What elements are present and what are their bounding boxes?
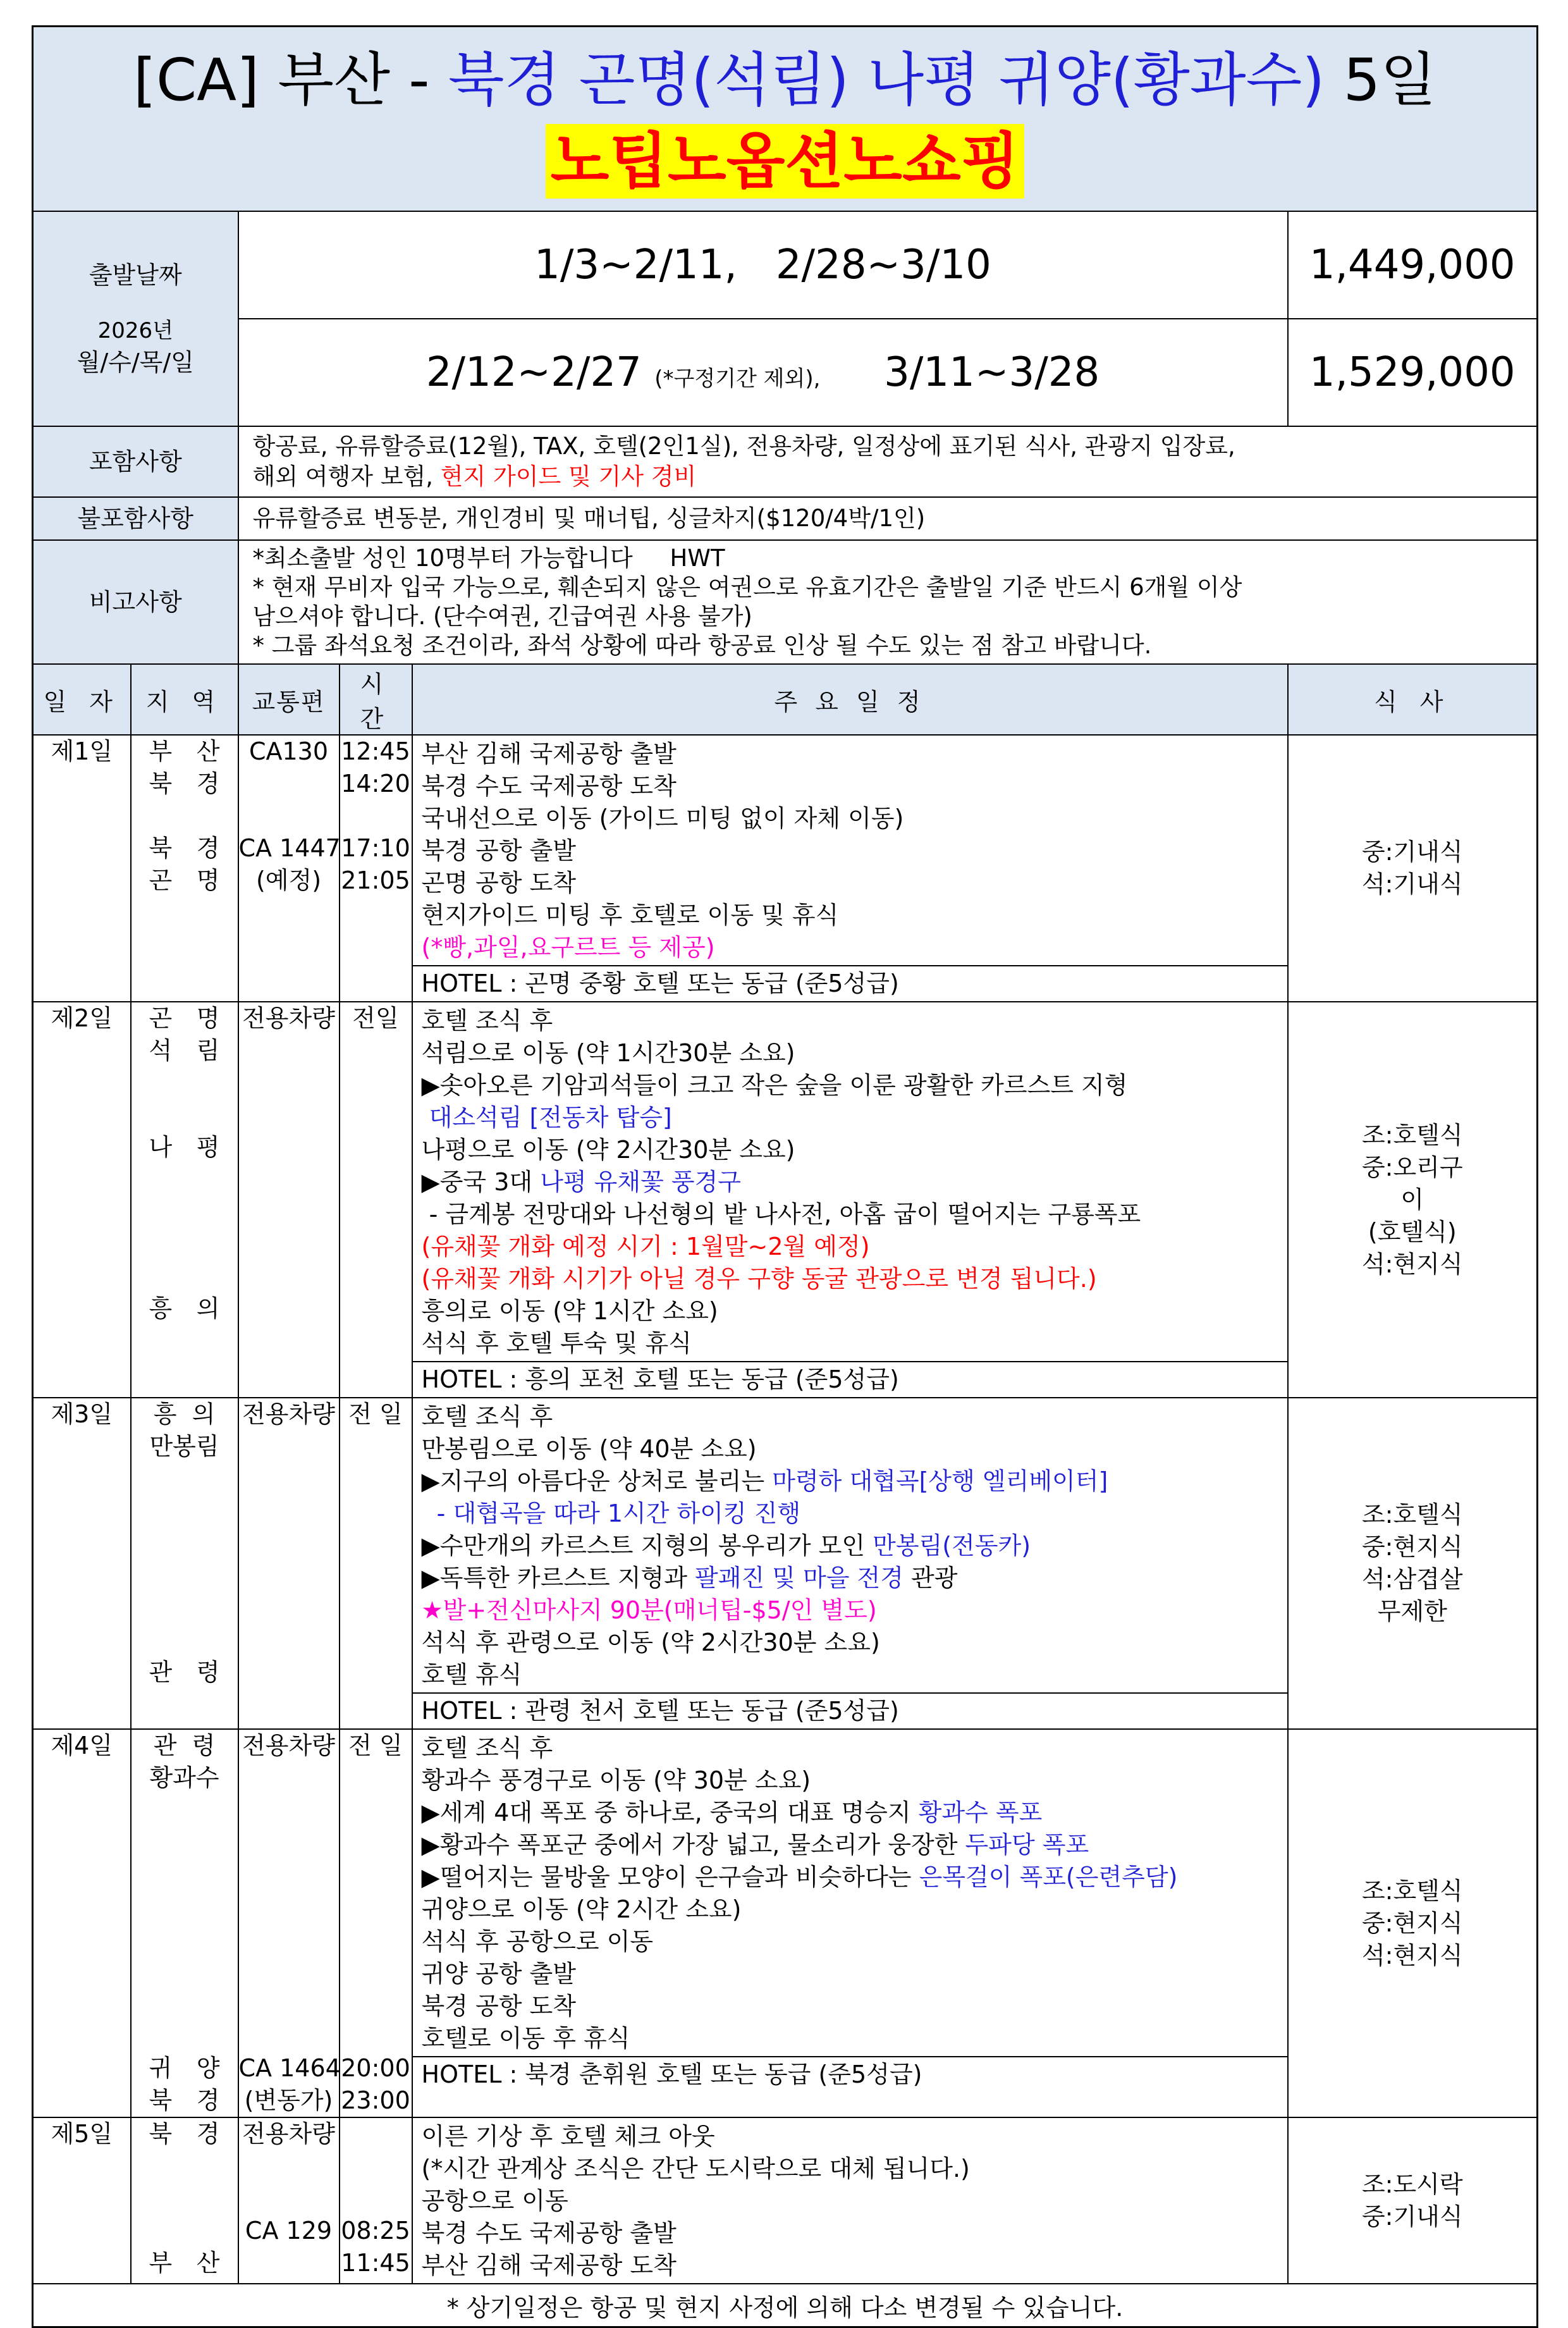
price-row-1: 1,449,000: [1288, 211, 1538, 319]
time-cell: 12:45 14:20 17:10 21:05: [340, 735, 412, 1002]
schedule-header-row: [33, 664, 1538, 735]
region-cell: 흥 의 만봉림 관 령: [131, 1398, 238, 1729]
transport-cell: 전용차량: [238, 1002, 340, 1398]
day-row-3: [33, 1398, 1538, 1729]
region-cell: 관 령 황과수 귀 양 북 경: [131, 1729, 238, 2117]
title-prefix: [CA] 부산 -: [133, 46, 448, 114]
transport-cell: 전용차량: [238, 1398, 340, 1729]
departure-weekdays: 월/수/목/일: [77, 348, 194, 376]
title-suffix: 5일: [1325, 46, 1436, 114]
meals-cell: 조:호텔식 중:오리구 이 (호텔식) 석:현지식: [1288, 1002, 1538, 1398]
itinerary-document: [32, 25, 1536, 2328]
header-transport: 교통편: [238, 664, 340, 735]
itinerary-cell: 호텔 조식 후 황과수 풍경구로 이동 (약 30분 소요) ▶세계 4대 폭포 중 하나로, 중국의 대표 명승지 황과수 폭포 ▶황과수 폭포군 중에서 가장 넓고, 물소리가 웅장한 두파당 폭포 ▶떨어지는 물방울 모양이 은구슬과 비슷하다는 은목걸이 폭포(은련추담) 귀양으로 이동 (약 2시간 소요) 석식 후 공항으로 이동 귀양 공항 출발 북경 공항 도착 호텔로 이동 후 휴식 HOTEL : 북경 춘휘원 호텔 또는 동급 (준5성급): [412, 1729, 1288, 2117]
excludes-label: 불포함사항: [33, 497, 238, 540]
time-cell: 전일: [340, 1002, 412, 1398]
includes-text: 항공료, 유류할증료(12월), TAX, 호텔(2인1실), 전용차량, 일정상에 표기된 식사, 관광지 입장료, 해외 여행자 보험, 현지 가이드 및 기사 경비: [238, 426, 1538, 497]
day-row-2: [33, 1002, 1538, 1398]
dates-row-1: 1/3~2/11, 2/28~3/10: [238, 211, 1288, 319]
transport-cell: 전용차량 CA 129: [238, 2117, 340, 2284]
region-cell: 곤 명 석 림 나 평 흥 의: [131, 1002, 238, 1398]
dates-row-2: [238, 319, 1288, 426]
departure-label: 출발날짜: [89, 261, 182, 289]
departure-label-cell: [33, 211, 238, 426]
title-block: [33, 27, 1538, 212]
remarks-text: *최소출발 성인 10명부터 가능합니다 HWT * 현재 무비자 입국 가능으로, 훼손되지 않은 여권으로 유효기간은 출발일 기준 반드시 6개월 이상 남으셔야 합니다. (단수여권, 긴급여권 사용 불가) * 그룹 좌석요청 조건이라, 좌석 상황에 따라 항공료 인상 될 수도 있는 점 참고 바랍니다.: [238, 540, 1538, 664]
hotel-line: HOTEL : 관령 천서 호텔 또는 동급 (준5성급): [413, 1692, 1287, 1728]
meals-cell: 조:호텔식 중:현지식 석:삼겹살 무제한: [1288, 1398, 1538, 1729]
departure-year: 2026년: [97, 318, 173, 343]
time-cell: 08:25 11:45: [340, 2117, 412, 2284]
transport-cell: 전용차량 CA 1464 (변동가): [238, 1729, 340, 2117]
header-day: 일 자: [33, 664, 131, 735]
page-title: [34, 39, 1536, 121]
region-cell: 부 산 북 경 북 경 곤 명: [131, 735, 238, 1002]
meals-cell: 조:호텔식 중:현지식 석:현지식: [1288, 1729, 1538, 2117]
day-label: 제4일: [33, 1729, 131, 2117]
price-row-2: 1,529,000: [1288, 319, 1538, 426]
day-label: 제1일: [33, 735, 131, 1002]
hotel-line: HOTEL : 흥의 포천 호텔 또는 동급 (준5성급): [413, 1361, 1287, 1397]
hotel-line: HOTEL : 곤명 중황 호텔 또는 동급 (준5성급): [413, 965, 1287, 1001]
header-time: 시 간: [340, 664, 412, 735]
day-label: 제2일: [33, 1002, 131, 1398]
header-meals: 식 사: [1288, 664, 1538, 735]
excludes-text: 유류할증료 변동분, 개인경비 및 매너팁, 싱글차지($120/4박/1인): [238, 497, 1538, 540]
meals-cell: 중:기내식 석:기내식: [1288, 735, 1538, 1002]
day-row-1: [33, 735, 1538, 1002]
header-region: 지 역: [131, 664, 238, 735]
itinerary-cell: 호텔 조식 후 만봉림으로 이동 (약 40분 소요) ▶지구의 아름다운 상처로 불리는 마령하 대협곡[상행 엘리베이터] - 대협곡을 따라 1시간 하이킹 진행 ▶수만개의 카르스트 지형의 봉우리가 모인 만봉림(전동카) ▶독특한 카르스트 지형과 팔괘진 및 마을 전경 관광 ★발+전신마사지 90분(매너팁-$5/인 별도) 석식 후 관령으로 이동 (약 2시간30분 소요) 호텔 휴식 HOTEL : 관령 천서 호텔 또는 동급 (준5성급): [412, 1398, 1288, 1729]
dates-row-2b: 3/11~3/28: [884, 349, 1100, 396]
dates-row-2a: 2/12~2/27: [426, 349, 642, 396]
dates-row-2-note: (*구정기간 제외),: [654, 366, 821, 391]
includes-label: 포함사항: [33, 426, 238, 497]
remarks-label: 비고사항: [33, 540, 238, 664]
itinerary-cell: 부산 김해 국제공항 출발 북경 수도 국제공항 도착 국내선으로 이동 (가이드 미팅 없이 자체 이동) 북경 공항 출발 곤명 공항 도착 현지가이드 미팅 후 호텔로 이동 및 휴식 (*빵,과일,요구르트 등 제공) HOTEL : 곤명 중황 호텔 또는 동급 (준5성급): [412, 735, 1288, 1002]
itinerary-cell: 이른 기상 후 호텔 체크 아웃 (*시간 관계상 조식은 간단 도시락으로 대체 됩니다.) 공항으로 이동 북경 수도 국제공항 출발 부산 김해 국제공항 도착: [412, 2117, 1288, 2284]
day-row-5: [33, 2117, 1538, 2284]
region-cell: 북 경 부 산: [131, 2117, 238, 2284]
transport-cell: CA130 CA 1447 (예정): [238, 735, 340, 1002]
time-cell: 전 일: [340, 1398, 412, 1729]
header-itinerary: 주 요 일 정: [412, 664, 1288, 735]
title-route: 북경 곤명(석림) 나평 귀양(황과수): [448, 46, 1325, 114]
footer-note: * 상기일정은 항공 및 현지 사정에 의해 다소 변경될 수 있습니다.: [33, 2284, 1538, 2327]
day-label: 제3일: [33, 1398, 131, 1729]
time-cell: 전 일 20:00 23:00: [340, 1729, 412, 2117]
day-row-4: [33, 1729, 1538, 2117]
hotel-line: HOTEL : 북경 춘휘원 호텔 또는 동급 (준5성급): [413, 2056, 1287, 2092]
meals-cell: 조:도시락 중:기내식: [1288, 2117, 1538, 2284]
itinerary-cell: 호텔 조식 후 석림으로 이동 (약 1시간30분 소요) ▶솟아오른 기암괴석들이 크고 작은 숲을 이룬 광활한 카르스트 지형 대소석림 [전동차 탑승] 나평으로 이동 (약 2시간30분 소요) ▶중국 3대 나평 유채꽃 풍경구 - 금계봉 전망대와 나선형의 밭 나사전, 아홉 굽이 떨어지는 구룡폭포 (유채꽃 개화 예정 시기 : 1월말~2월 예정) (유채꽃 개화 시기가 아닐 경우 구향 동굴 관광으로 변경 됩니다.) 흥의로 이동 (약 1시간 소요) 석식 후 호텔 투숙 및 휴식 HOTEL : 흥의 포천 호텔 또는 동급 (준5성급): [412, 1002, 1288, 1398]
subtitle-badge: 노팁노옵션노쇼핑: [546, 124, 1025, 199]
tour-table: [32, 25, 1538, 2328]
day-label: 제5일: [33, 2117, 131, 2284]
